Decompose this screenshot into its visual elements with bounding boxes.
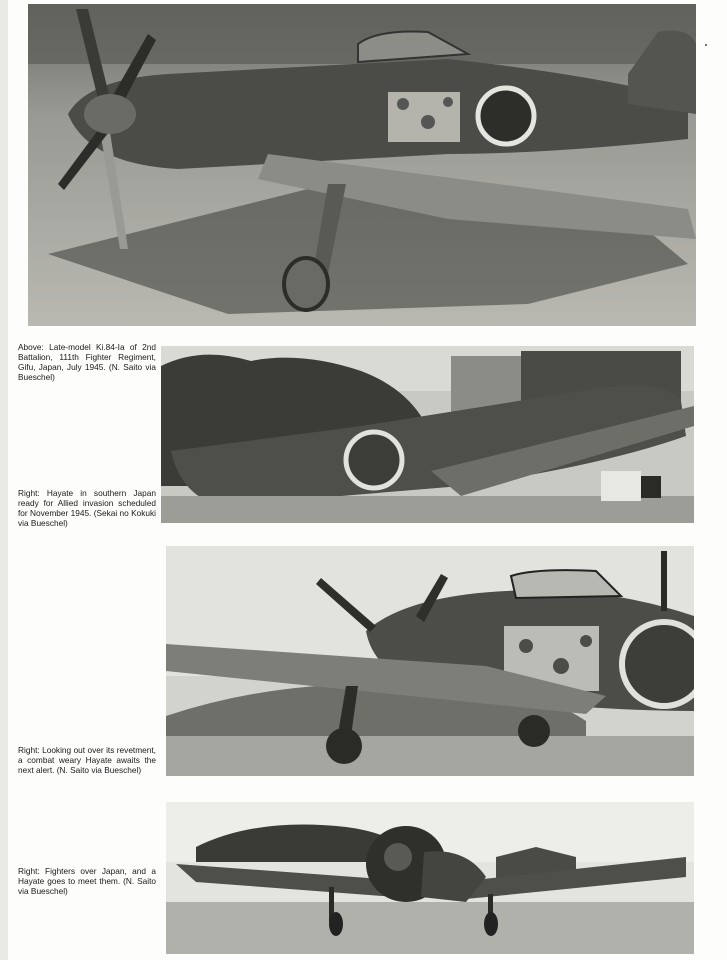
photo-hayate-revetment xyxy=(166,546,694,776)
photo-ki84-parked-grass xyxy=(28,4,696,326)
page-gutter xyxy=(0,0,8,960)
photo-hayate-under-trees xyxy=(161,346,694,523)
photo-hayate-head-on xyxy=(166,802,694,954)
caption-photo-3: Right: Looking out over its revetment, a combat weary Hayate awaits the next alert. (N. Saito via Bueschel) xyxy=(18,745,156,775)
caption-photo-1: Above: Late-model Ki.84-Ia of 2nd Battalion, 111th Fighter Regiment, Gifu, Japan, July 1945. (N. Saito via Bueschel) xyxy=(18,342,156,382)
caption-photo-2: Right: Hayate in southern Japan ready for Allied invasion scheduled for November 1945. (Sekai no Kokuki via Bueschel) xyxy=(18,488,156,528)
print-speck xyxy=(705,44,707,46)
caption-photo-4: Right: Fighters over Japan, and a Hayate goes to meet them. (N. Saito via Bueschel) xyxy=(18,866,156,896)
